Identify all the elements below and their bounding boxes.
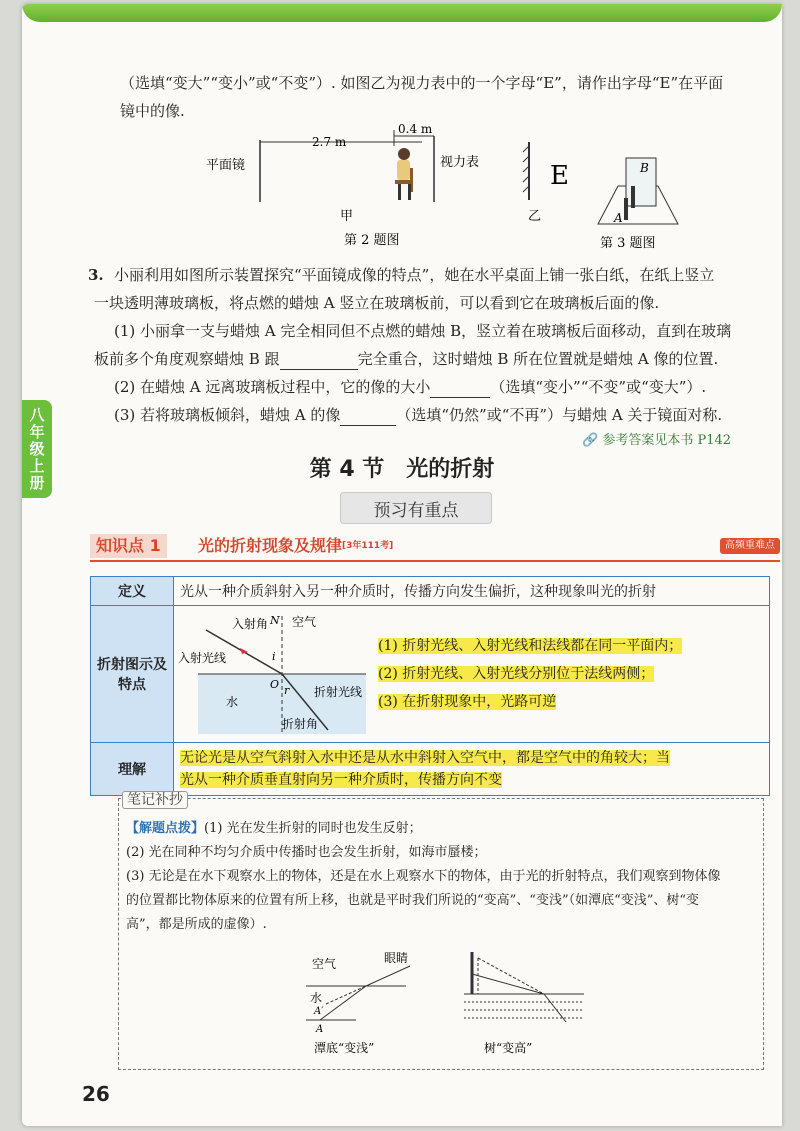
grade-side-tab: 八年级上册 [22,400,52,498]
tip-3c: 高”，都是所成的虚像）. [126,917,267,932]
figure-3 [578,154,698,254]
label-r: r [284,684,290,697]
light-ray-air [472,974,544,994]
answer-blank-1[interactable] [280,353,358,370]
q3-part1b-pre: 板前多个角度观察蜡烛 B 跟 [94,350,280,368]
difficulty-badge: 高频重难点 [720,538,780,554]
light-ray-water [544,994,566,1022]
textbook-page [22,4,782,1126]
label-incident-ray: 入射光线 [178,651,227,665]
sub-label-yi: 乙 [528,209,542,224]
fig2-caption: 树“变高” [484,1041,533,1055]
section-title: 第 4 节 光的折射 [309,457,495,482]
link-icon: 🔗 [582,433,599,448]
understanding-line1: 无论光是从空气斜射入水中还是从水中斜射入空气中，都是空气中的角较大；当 [180,750,670,766]
tree-taller-figure [454,944,594,1060]
answer-blank-2[interactable] [430,381,490,398]
fig1-a-label: A [316,1024,324,1035]
figure-2-caption: 第 2 题图 [344,233,400,248]
virtual-ray [478,958,544,994]
knowledge-point-header [90,534,780,562]
fig1-caption: 潭底“变浅” [314,1041,375,1055]
tip-3b: 的位置都比物体原来的位置有所上移，也就是平时我们所说的“变高”、“变浅”（如潭底“变浅”、树“变 [126,893,700,908]
label-n: N [270,614,280,627]
row-head-definition: 定义 [91,577,174,606]
fig1-air-label: 空气 [312,957,337,971]
pool-bottom-figure [286,948,436,1060]
notes-tag: 笔记补抄 [122,791,188,809]
fig1-eye-label: 眼睛 [384,951,409,965]
label-a: A [614,211,623,225]
q3-line2: 一块透明薄玻璃板，将点燃的蜡烛 A 竖立在玻璃板前，可以看到它在玻璃板后面的像. [94,294,660,312]
q3-part2-post: （选填“变小”“不变”或“变大”）. [490,378,707,396]
table-row [91,606,770,743]
table-row [91,743,770,796]
q3-line1: 小丽利用如图所示装置探究“平面镜成像的特点”，她在水平桌面上铺一张白纸，在纸上竖立 [114,266,715,284]
letter-e: E [550,161,569,191]
tip-label: 【解题点拨】 [126,821,205,836]
q3-number: 3. [88,266,104,284]
seated-person-icon [395,148,413,200]
q3-part1a: (1) 小丽拿一支与蜡烛 A 完全相同但不点燃的蜡烛 B，竖立着在玻璃板后面移动，直到在玻璃 [114,322,732,340]
label-air: 空气 [292,615,317,629]
knowledge-point-title-wrap [198,534,393,558]
q3-part2-pre: (2) 在蜡烛 A 远离玻璃板过程中，它的像的大小 [114,378,431,396]
label-refracted-ray: 折射光线 [314,685,363,699]
sub-label-jia: 甲 [340,209,354,224]
knowledge-table [90,576,770,796]
eye-chart-label: 视力表 [440,155,480,170]
answer-blank-3[interactable] [340,409,396,426]
label-i: i [272,650,276,663]
tip-3a: (3) 无论是在水下观察水上的物体，还是在水上观察水下的物体，由于光的折射特点，我们观察到物体像 [126,869,721,884]
label-incidence-angle: 入射角 [232,617,269,631]
page-number: 26 [82,1082,110,1106]
row-head-diagram: 折射图示及特点 [91,606,174,743]
knowledge-point-label: 知识点 1 [90,534,167,558]
q2-line2: 镜中的像. [120,102,185,120]
label-water: 水 [226,695,239,709]
figure-2 [172,122,592,257]
candle-a [624,198,628,220]
q2-line1: （选填“变大”“变小”或“不变”）. 如图乙为视力表中的一个字母“E”，请作出字母“E”在平面 [120,74,724,92]
feature-2: (2) 折射光线、入射光线分别位于法线两侧； [378,666,655,682]
water-hatching [464,1002,584,1018]
label-o: O [270,678,280,691]
top-color-bar [22,4,782,22]
tip-1: (1) 光在发生折射的同时也发生反射； [204,821,422,836]
fig1-water-label: 水 [310,991,323,1005]
refraction-diagram [178,610,368,738]
distance-label-1: 2.7 m [312,135,347,149]
ray-air [366,966,410,986]
exam-frequency: [3年111考] [342,541,394,551]
fig1-a-prime-label: A′ [314,1006,324,1017]
knowledge-point-title: 光的折射现象及规律 [198,536,343,555]
q3-part1b-post: 完全重合，这时蜡烛 B 所在位置就是蜡烛 A 像的位置. [357,350,719,368]
mirror-label: 平面镜 [206,158,246,173]
candle-b [631,186,635,208]
label-refraction-angle: 折射角 [282,717,319,731]
q3-part3-post: （选填“仍然”或“不再”）与蜡烛 A 关于镜面对称. [396,406,723,424]
preview-banner: 预习有重点 [340,492,492,524]
ray-real [320,986,366,1020]
feature-3: (3) 在折射现象中，光路可逆 [378,694,557,710]
diagram-cell [174,606,770,743]
distance-label-2: 0.4 m [398,122,433,136]
answer-reference: 参考答案见本书 P142 [602,433,732,448]
label-b: B [640,161,649,175]
q3-part3-pre: (3) 若将玻璃板倾斜，蜡烛 A 的像 [114,406,341,424]
figure-3-caption: 第 3 题图 [600,236,656,251]
understanding-line2: 光从一种介质垂直射向另一种介质时，传播方向不变 [180,772,502,788]
understanding-cell [174,743,770,796]
table-row [91,577,770,606]
tip-2: (2) 光在同种不均匀介质中传播时也会发生折射，如海市蜃楼； [126,845,487,860]
feature-1: (1) 折射光线、入射光线和法线都在同一平面内； [378,638,683,654]
row-head-understanding: 理解 [91,743,174,796]
definition-text: 光从一种介质斜射入另一种介质时，传播方向发生偏折，这种现象叫光的折射 [174,577,770,606]
